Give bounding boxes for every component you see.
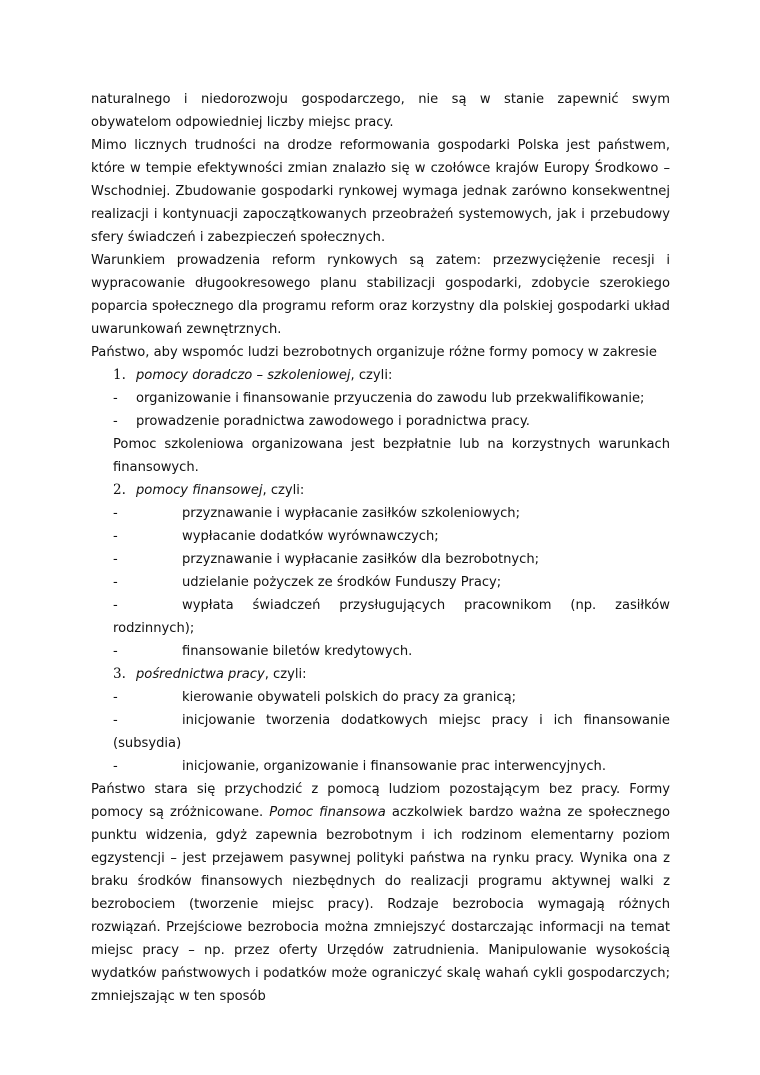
section-heading-2 [113,479,670,502]
dash-marker: - [113,391,118,406]
list-item [113,571,670,594]
paragraph-closing [91,778,670,1008]
paragraph-intro-continuation: naturalnego i niedorozwoju gospodarczego, nie są w stanie zapewnić swym obywatelom odpowiedniej liczby miejsc pracy. [91,92,670,130]
section-title: pośrednictwa pracy [136,667,265,682]
dash-marker: - [113,713,118,728]
list-item [113,387,670,410]
section-suffix: , czyli: [350,368,393,383]
dash-marker: - [113,759,118,774]
paragraph-conditions: Warunkiem prowadzenia reform rynkowych są zatem: przezwyciężenie recesji i wypracowanie długookresowego planu stabilizacji gospodarki, zdobycie szerokiego poparcia społecznego dla programu reform oraz korzystny dla polskiej gospodarki układ uwarunkowań zewnętrznych. [91,253,670,337]
list-item [113,640,670,663]
dash-marker: - [113,506,118,521]
dash-marker: - [113,575,118,590]
section-heading-1 [113,364,670,387]
list-item [113,502,670,525]
dash-marker: - [113,529,118,544]
list-item-text: kierowanie obywateli polskich do pracy za granicą; [182,690,517,705]
paragraph-state-help: Państwo, aby wspomóc ludzi bezrobotnych organizuje różne formy pomocy w zakresie [91,345,657,360]
list-item-text: organizowanie i finansowanie przyuczenia do zawodu lub przekwalifikowanie; [136,391,645,406]
dash-marker: - [113,690,118,705]
section-heading-3 [113,663,670,686]
section-suffix: , czyli: [262,483,305,498]
list-item [113,525,670,548]
list-item-text: inicjowanie, organizowanie i finansowanie prac interwencyjnych. [182,759,607,774]
section-number: 1. [113,367,126,383]
dash-marker: - [113,644,118,659]
closing-italic: Pomoc finansowa [269,805,386,820]
list-item [113,594,670,617]
dash-marker: - [113,598,118,613]
section-suffix: , czyli: [264,667,307,682]
section-title: pomocy finansowej [136,483,263,498]
list-item-text: przyznawanie i wypłacanie zasiłków dla bezrobotnych; [182,552,540,567]
list-item-continuation: rodzinnych); [113,621,195,636]
closing-rest: aczkolwiek bardzo ważna ze społecznego punktu widzenia, gdyż zapewnia bezrobotnym i ich rodzinom elementarny poziom egzystencji – jest przejawem pasywnej polityki państwa na rynku pracy. Wynika ona z braku środków finansowych niezbędnych do realizacji programu aktywnej walki z bezrobociem (tworzenie miejsc pracy). Rodzaje bezrobocia wymagają różnych rozwiązań. Przejściowe bezrobocia można zmniejszyć dostarczając informacji na temat miejsc pracy – np. przez oferty Urzędów zatrudnienia. Manipulowanie wysokością wydatków państwowych i podatków może ograniczyć skalę wahań cykli gospodarczych; zmniejszając w ten sposób [91,805,671,1004]
paragraph-reforms: Mimo licznych trudności na drodze reformowania gospodarki Polska jest państwem, które w tempie efektywności zmian znalazło się w czołówce krajów Europy Środkowo – Wschodniej. Zbudowanie gospodarki rynkowej wymaga jednak zarówno konsekwentnej realizacji i kontynuacji zapoczątkowanych przeobrażeń systemowych, jak i przebudowy sfery świadczeń i zabezpieczeń społecznych. [91,138,670,245]
closing-intro: Państwo stara się przychodzić z pomocą ludziom pozostającym bez pracy. Formy pomocy są zróżnicowane. [91,782,670,820]
list-item [113,410,670,433]
list-item-text: wypłata świadczeń przysługujących pracownikom (np. zasiłków [182,598,670,613]
section-number: 2. [113,482,126,498]
list-item [113,548,670,571]
list-item [113,686,670,709]
list-item-text: wypłacanie dodatków wyrównawczych; [182,529,439,544]
section-title: pomocy doradczo – szkoleniowej [136,368,351,383]
list-item-text: przyznawanie i wypłacanie zasiłków szkoleniowych; [182,506,520,521]
list-item-text: inicjowanie tworzenia dodatkowych miejsc pracy i ich finansowanie [182,713,670,728]
list-item-text: prowadzenie poradnictwa zawodowego i poradnictwa pracy. [136,414,530,429]
list-item [113,709,670,732]
document-body [91,88,670,1008]
list-item-continuation: (subsydia) [113,736,182,751]
dash-marker: - [113,414,118,429]
section-note: Pomoc szkoleniowa organizowana jest bezpłatnie lub na korzystnych warunkach finansowych. [113,437,670,475]
dash-marker: - [113,552,118,567]
list-item [113,755,670,778]
list-item-text: finansowanie biletów kredytowych. [182,644,413,659]
section-number: 3. [113,666,126,682]
list-item-text: udzielanie pożyczek ze środków Funduszy Pracy; [182,575,502,590]
